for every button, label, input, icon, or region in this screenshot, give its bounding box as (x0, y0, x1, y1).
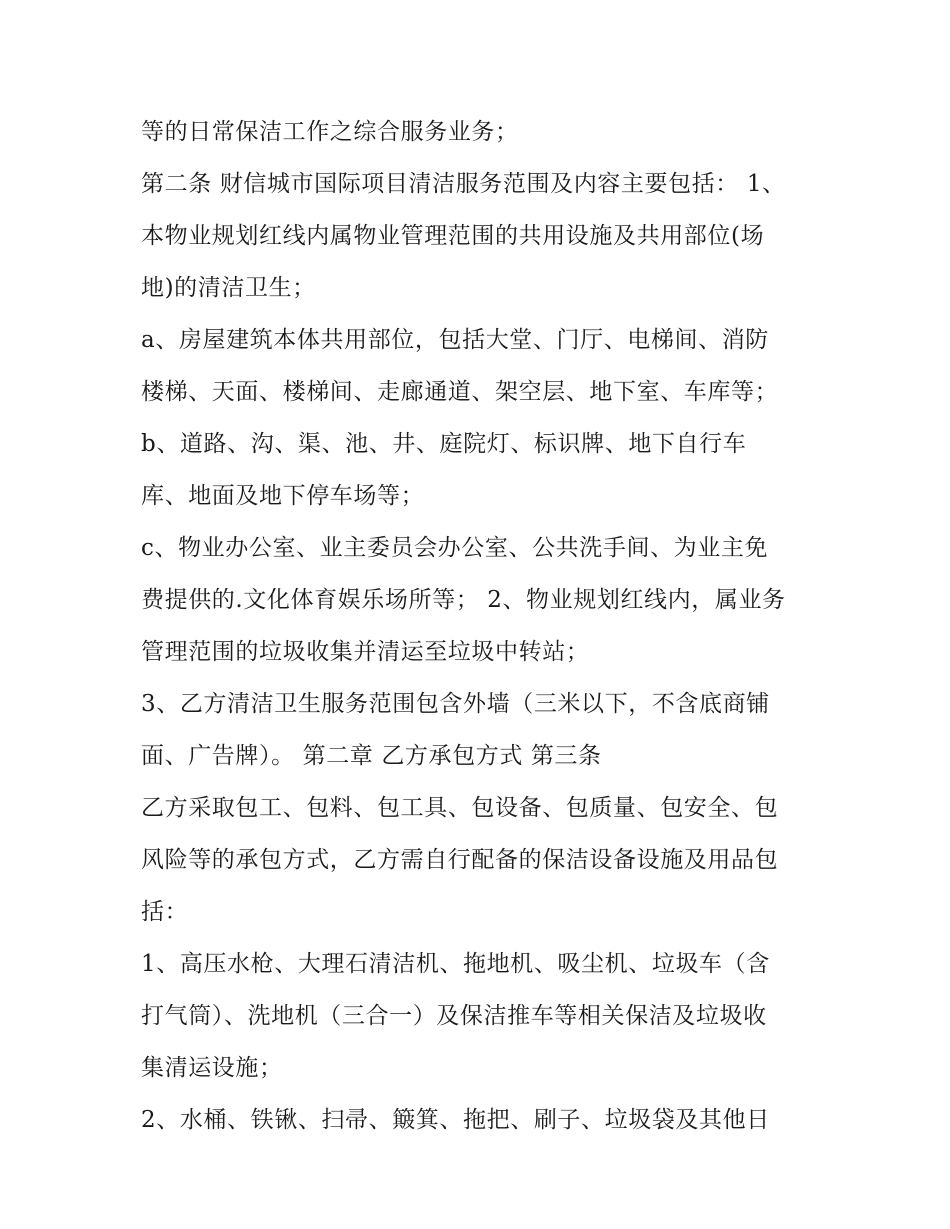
text-line: 集清运设施； (141, 1055, 283, 1081)
text-line: 3、乙方清洁卫生服务范围包含外墙（三米以下，不含底商铺 (141, 691, 770, 717)
text-line: 楼梯、天面、楼梯间、走廊通道、架空层、地下室、车库等； (141, 379, 779, 405)
text-line: 第二条 财信城市国际项目清洁服务范围及内容主要包括： 1、 (141, 171, 786, 197)
text-line: 1、高压水枪、大理石清洁机、拖地机、吸尘机、垃圾车（含 (141, 951, 770, 977)
text-line: 2、水桶、铁锹、扫帚、簸箕、拖把、刷子、垃圾袋及其他日 (141, 1107, 770, 1133)
text-line: 库、地面及地下停车场等； (141, 483, 425, 509)
text-line: 括： (141, 899, 189, 925)
text-line: 地)的清洁卫生； (141, 275, 316, 301)
text-line: 风险等的承包方式，乙方需自行配备的保洁设备设施及用品包 (141, 847, 779, 873)
text-line: 等的日常保洁工作之综合服务业务； (141, 119, 519, 145)
document-body (141, 106, 821, 1146)
text-line: 乙方采取包工、包料、包工具、包设备、包质量、包安全、包 (141, 795, 779, 821)
text-line: a、房屋建筑本体共用部位，包括大堂、门厅、电梯间、消防 (141, 327, 769, 353)
text-line: c、物业办公室、业主委员会办公室、公共洗手间、为业主免 (141, 535, 769, 561)
text-line: 费提供的.文化体育娱乐场所等； 2、物业规划红线内，属业务 (141, 587, 786, 613)
text-line: 面、广告牌）。 第二章 乙方承包方式 第三条 (141, 743, 602, 769)
text-line: 本物业规划红线内属物业管理范围的共用设施及共用部位(场 (141, 223, 765, 249)
text-line: 管理范围的垃圾收集并清运至垃圾中转站； (141, 639, 590, 665)
text-line: 打气筒）、洗地机（三合一）及保洁推车等相关保洁及垃圾收 (141, 1003, 767, 1029)
text-line: b、道路、沟、渠、池、井、庭院灯、标识牌、地下自行车 (141, 431, 747, 457)
